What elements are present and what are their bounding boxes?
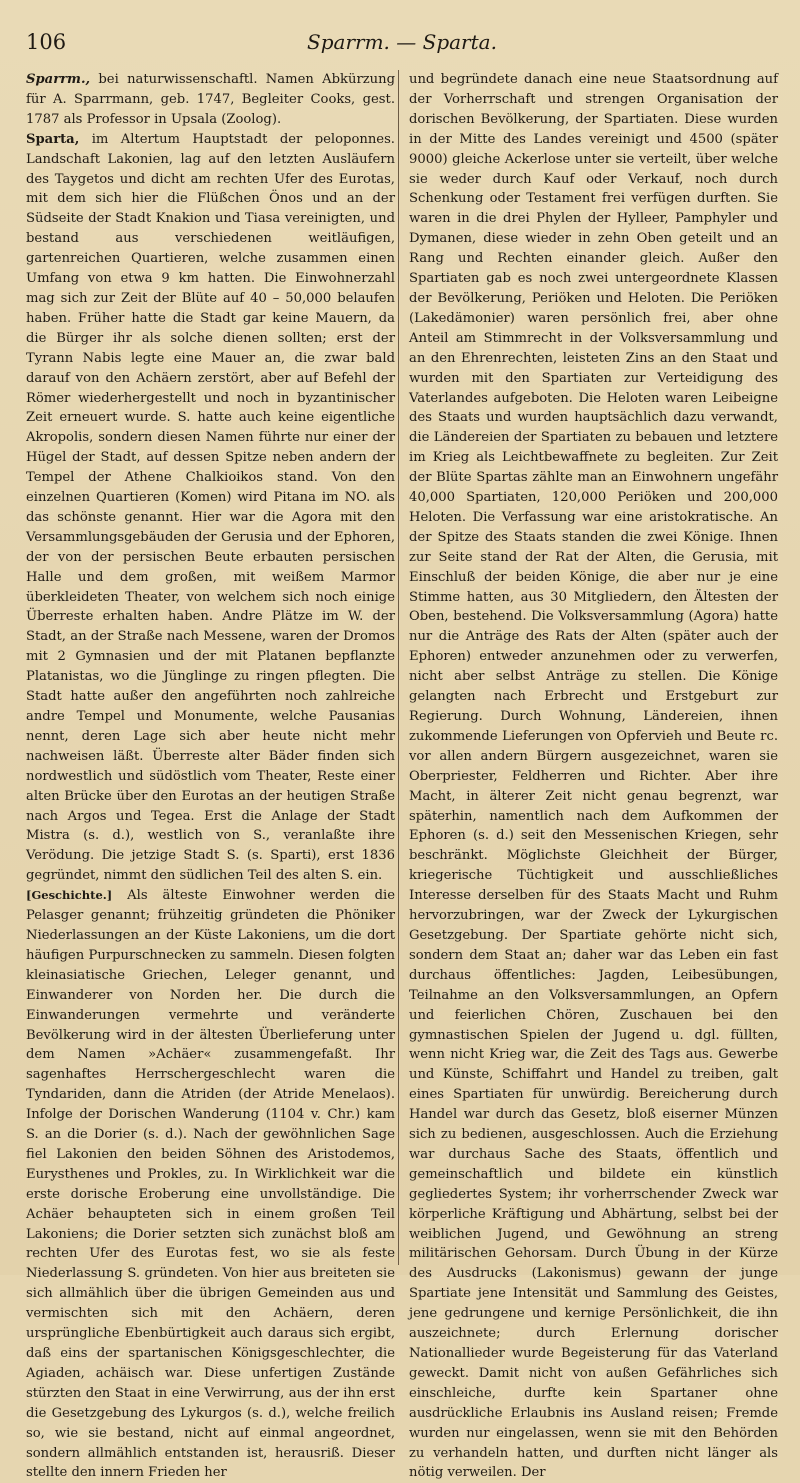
page-header xyxy=(26,30,778,60)
text-columns xyxy=(26,70,778,1481)
section-label-geschichte: [Geschichte.] xyxy=(26,888,113,903)
entry-sparta-text: im Altertum Hauptstadt der peloponnes. Landschaft Lakonien, lag auf den letzten Ausläufern des Taygetos und dicht am rechten Ufer des Eurotas, mit dem sich hier die Flüßchen Önos und an der Südseite der Stadt Knakion und Tiasa vereinigten, und bestand aus verschiedenen weitläufigen, gartenreichen Quartieren, welche zusammen einen Umfang von etwa 9 km hatten. Die Einwohnerzahl mag sich zur Zeit der Blüte auf 40 – 50,000 belaufen haben. Früher hatte die Stadt gar keine Mauern, da die Bürger ihr als solche dienen sollten; erst der Tyrann Nabis legte eine Mauer an, die zwar bald darauf von den Achäern zerstört, aber auf Befehl der Römer wiederhergestellt und noch in byzantinischer Zeit erneuert wurde. S. hatte auch keine eigentliche Akropolis, sondern diesen Namen führte nur einer der Hügel der Stadt, auf dessen Spitze neben andern der Tempel der Athene Chalkioikos stand. Von den einzelnen Quartieren (Komen) wird Pitana im NO. als das schönste genannt. Hier war die Agora mit den Versammlungsgebäuden der Gerusia und der Ephoren, der von der persischen Beute erbauten persischen Halle und dem großen, mit weißem Marmor überkleideten Theater, von welchem sich noch einige Überreste erhalten haben. Andre Plätze im W. der Stadt, an der Straße nach Messene, waren der Dromos mit 2 Gymnasien und der mit Platanen bepflanzte Platanistas, wo die Jünglinge zu ringen pflegten. Die Stadt hatte außer den angeführten noch zahlreiche andre Tempel und Monumente, welche Pausanias nennt, deren Lage sich aber heute nicht mehr nachweisen läßt. Überreste alter Bäder finden sich nordwestlich und südöstlich vom Theater, Reste einer alten Brücke über den Eurotas an der heutigen Straße nach Argos und Tegea. Erst die Anlage der Stadt Mistra (s. d.), westlich von S., veranlaßte ihre Verödung. Die jetzige Stadt S. (s. Sparti), erst 1836 gegründet, nimmt den südlichen Teil des alten S. ein. xyxy=(26,131,395,884)
entry-sparrm xyxy=(26,70,395,130)
entry-sparta xyxy=(26,130,395,886)
running-head: Sparrm. — Sparta. xyxy=(307,30,497,54)
right-column xyxy=(405,70,778,1481)
headword-sparta: Sparta, xyxy=(26,131,80,147)
column-divider xyxy=(398,70,399,1265)
page-number: 106 xyxy=(26,30,67,54)
right-column-text: und begründete danach eine neue Staatsordnung auf der Vorherrschaft und strengen Organisation der dorischen Bevölkerung, der Spartiaten. Diese wurden in der Mitte des Landes vereinigt und 4500 (später 9000) gleiche Ackerlose unter sie verteilt, über welche sie weder durch Kauf oder Verkauf, noch durch Schenkung oder Testament frei verfügen durften. Sie waren in die drei Phylen der Hylleer, Pamphyler und Dymanen, diese wieder in zehn Oben geteilt und an Rang und Rechten einander gleich. Außer den Spartiaten gab es noch zwei untergeordnete Klassen der Bevölkerung, Periöken und Heloten. Die Periöken (Lakedämonier) waren persönlich frei, aber ohne Anteil am Stimmrecht in der Volksversammlung und an den Ehrenrechten, leisteten Zins an den Staat und wurden mit den Spartiaten zur Verteidigung des Vaterlandes aufgeboten. Die Heloten waren Leibeigne des Staats und wurden hauptsächlich dazu verwandt, die Ländereien der Spartiaten zu bebauen und letztere im Krieg als Leichtbewaffnete zu begleiten. Zur Zeit der Blüte Spartas zählte man an Einwohnern ungefähr 40,000 Spartiaten, 120,000 Periöken und 200,000 Heloten. Die Verfassung war eine aristokratische. An der Spitze des Staats standen die zwei Könige. Ihnen zur Seite stand der Rat der Alten, die Gerusia, mit Einschluß der beiden Könige, die aber nur je eine Stimme hatten, aus 30 Mitgliedern, den Ältesten der Oben, bestehend. Die Volksversammlung (Agora) hatte nur die Anträge des Rats der Alten (später auch der Ephoren) entweder anzunehmen oder zu verwerfen, nicht aber selbst Anträge zu stellen. Die Könige gelangten nach Erbrecht und Erstgeburt zur Regierung. Durch Wohnung, Ländereien, ihnen zukommende Lieferungen von Opfervieh und Beute rc. vor allen andern Bürgern ausgezeichnet, waren sie Oberpriester, Feldherren und Richter. Aber ihre Macht, in älterer Zeit nicht genau begrenzt, war späterhin, namentlich nach dem Aufkommen der Ephoren (s. d.) seit den Messenischen Kriegen, sehr beschränkt. Möglichste Gleichheit der Bürger, kriegerische Tüchtigkeit und ausschließliches Interesse derselben für des Staats Macht und Ruhm hervorzubringen, war der Zweck der Lykurgischen Gesetzgebung. Der Spartiate gehörte nicht sich, sondern dem Staat an; daher war das Leben ein fast durchaus öffentliches: Jagden, Leibesübungen, Teilnahme an den Volksversammlungen, an Opfern und feierlichen Chören, Zuschauen bei den gymnastischen Spielen der Jugend u. dgl. füllten, wenn nicht Krieg war, die Zeit des Tags aus. Gewerbe und Künste, Schiffahrt und Handel zu treiben, galt eines Spartiaten für unwürdig. Bereicherung durch Handel war durch das Gesetz, bloß eiserner Münzen sich zu bedienen, ausgeschlossen. Auch die Erziehung war durchaus Sache des Staats, öffentlich und gemeinschaftlich und bildete ein künstlich gegliedertes System; ihr vorherrschender Zweck war körperliche Kräftigung und Abhärtung, selbst bei der weiblichen Jugend, und Gewöhnung an streng militärischen Gehorsam. Durch Übung in der Kürze des Ausdrucks (Lakonismus) gewann der junge Spartiate jene Intensität und Sammlung des Geistes, jene gedrungene und kernige Persönlichkeit, die ihn auszeichnete; durch Erlernung dorischer Nationallieder wurde Begeisterung für das Vaterland geweckt. Damit nicht von außen Gefährliches sich einschleiche, durfte kein Spartaner ohne ausdrückliche Erlaubnis ins Ausland reisen; Fremde wurden nur eingelassen, wenn sie mit den Behörden zu verhandeln hatten, und durften nicht länger als nötig verweilen. Der xyxy=(409,72,778,1481)
left-column xyxy=(26,70,399,1481)
section-geschichte-text: Als älteste Einwohner werden die Pelasger genannt; frühzeitig gründeten die Phöniker Niederlassungen an der Küste Lakoniens, um die dort häufigen Purpurschnecken zu sammeln. Diesen folgten kleinasiatische Griechen, Leleger genannt, und Einwanderer von Norden her. Die durch die Einwanderungen vermehrte und veränderte Bevölkerung wird in der ältesten Überlieferung unter dem Namen »Achäer« zusammengefaßt. Ihr sagenhaftes Herrschergeschlecht waren die Tyndariden, dann die Atriden (der Atride Menelaos). Infolge der Dorischen Wanderung (1104 v. Chr.) kam S. an die Dorier (s. d.). Nach der gewöhnlichen Sage fiel Lakonien den beiden Söhnen des Aristodemos, Eurysthenes und Prokles, zu. In Wirklichkeit war die erste dorische Eroberung eine unvollständige. Die Achäer behaupteten sich in einem großen Teil Lakoniens; die Dorier setzten sich zunächst bloß am rechten Ufer des Eurotas fest, wo sie als feste Niederlassung S. gründeten. Von hier aus breiteten sie sich allmählich über die übrigen Gemeinden aus und vermischten sich mit den Achäern, deren ursprüngliche Ebenbürtigkeit auch daraus sich ergibt, daß eins der spartanischen Königsgeschlechter, die Agiaden, achäisch war. Diese unfertigen Zustände stürzten den Staat in eine Verwirrung, aus der ihn erst die Gesetzgebung des Lykurgos (s. d.), welche freilich so, wie sie bestand, nicht auf einmal angeordnet, sondern allmählich entstanden ist, herausriß. Dieser stellte den innern Frieden her xyxy=(26,888,395,1481)
entry-sparrm-text: bei naturwissenschaftl. Namen Abkürzung für A. Sparrmann, geb. 1747, Begleiter Cooks, gest. 1787 als Professor in Upsala (Zoolog). xyxy=(26,72,395,127)
headword-sparrm: Sparrm., xyxy=(26,72,91,87)
section-geschichte xyxy=(26,886,395,1483)
